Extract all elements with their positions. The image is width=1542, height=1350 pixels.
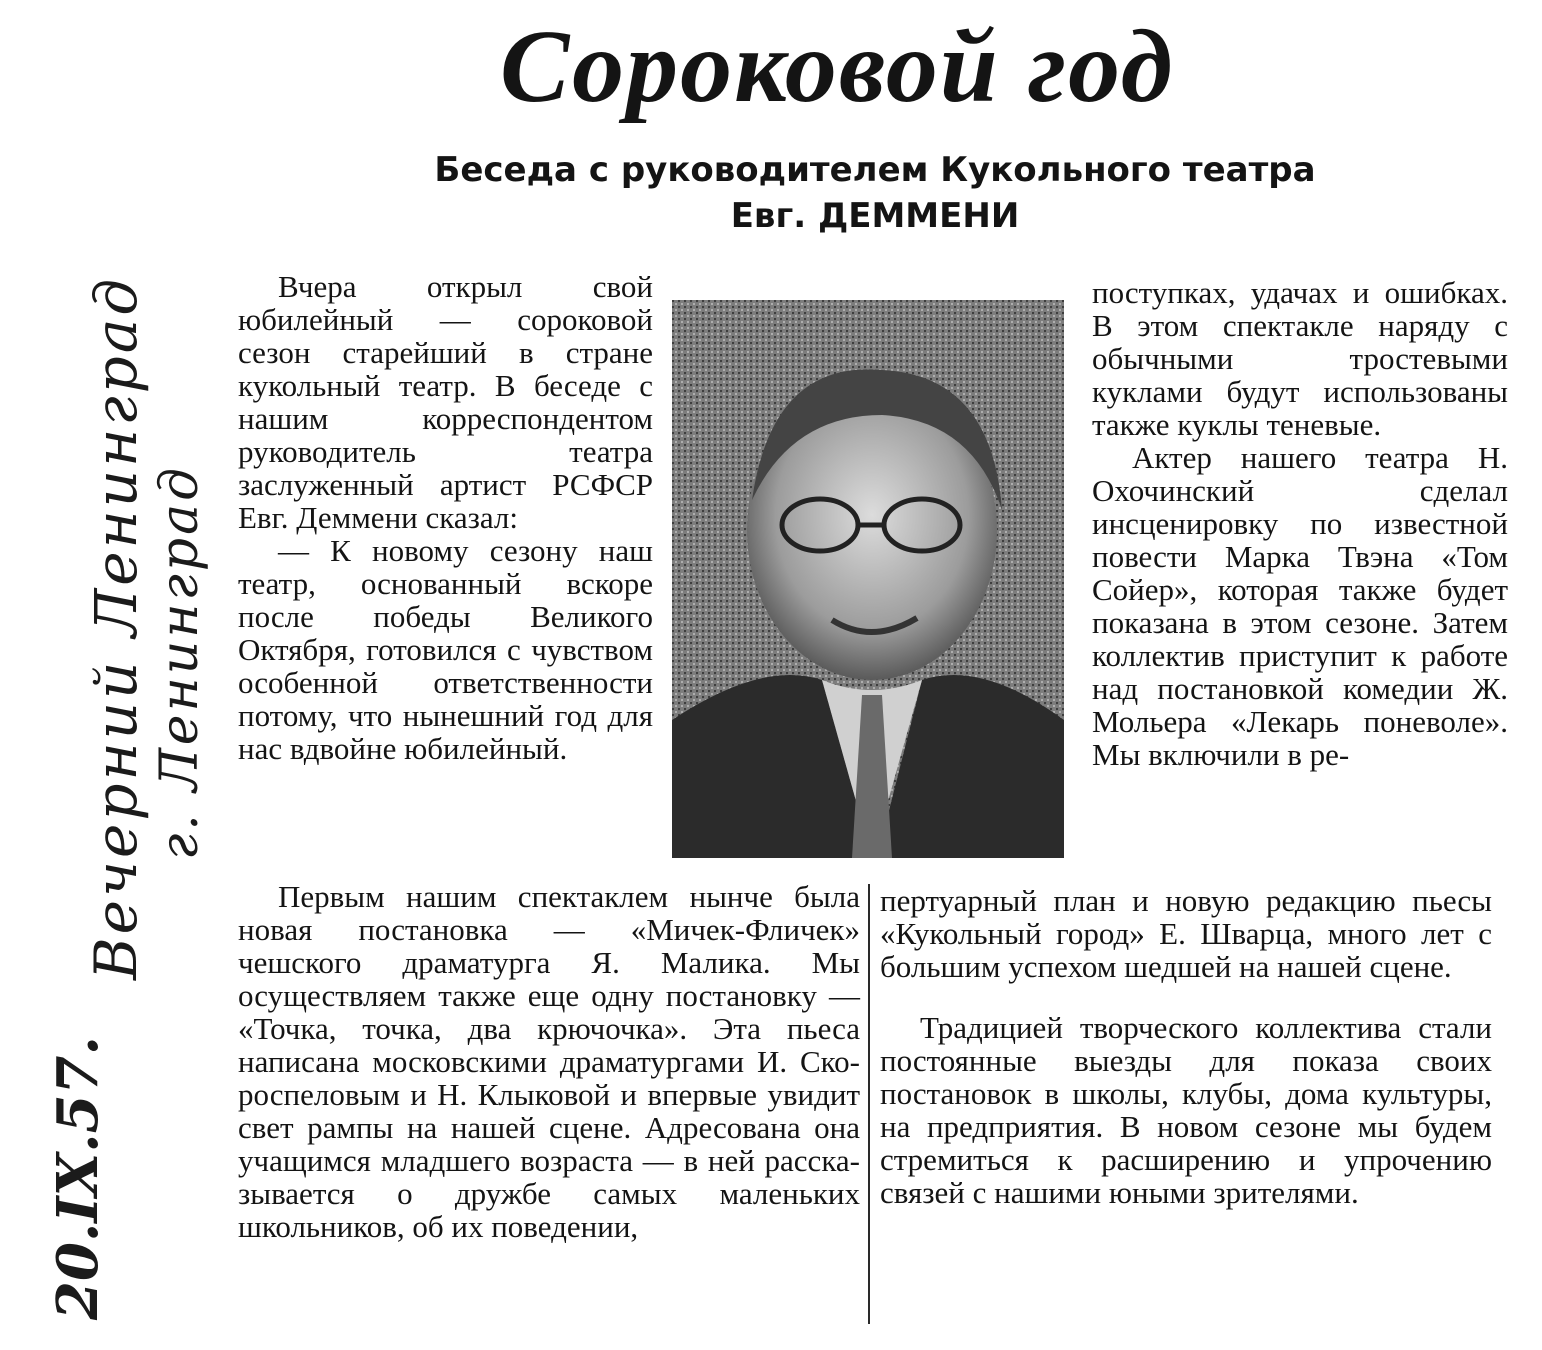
handwritten-city: г. Ленинград bbox=[150, 464, 210, 860]
handwritten-date: 20.IX.57. bbox=[45, 1036, 111, 1320]
paragraph: Традицией творческого коллектива стали постоянные выезды для показа своих постановок в школы, клубы, дома культуры, на предприятия. В новом сезоне мы будем стремиться к расширению и упрочению связей с нашими юными зрителями. bbox=[880, 1010, 1492, 1210]
column-right-top bbox=[1092, 276, 1508, 771]
paragraph: пертуарный план и новую редакцию пьесы «Кукольный город» Е. Шварца, много лет с большим успехом шедшей на нашей сцене. bbox=[880, 883, 1492, 984]
column-right-bottom bbox=[880, 884, 1492, 1209]
paragraph: — К новому сезону наш театр, основанный вскоре после победы Великого Октября, готовился с чувством особенной ответственности потому, что нынешний год для нас вдвойне юбилейный. bbox=[238, 533, 653, 766]
column-left-top bbox=[238, 270, 653, 765]
article-subtitle: Беседа с руководителем Кукольного театра bbox=[434, 150, 1316, 190]
column-left-bottom bbox=[238, 880, 860, 1243]
paragraph: Первым нашим спектаклем нынче была новая постановка — «Мичек-Фличек» чешского драматурга Я. Малика. Мы осуществляем также еще одну постановку — «Точка, точка, два крючочка». Эта пьеса написана московскими драматургами И. Скороспеловым и Н. Клыковой и впервые увидит свет рампы на нашей сцене. Адресована она учащимся младшего возраста — в ней рассказывается о дружбе самых маленьких школьников, об их поведении, bbox=[238, 879, 860, 1244]
paragraph: Актер нашего театра Н. Охочинский сделал инсценировку по известной повести Марка Твэна «Том Сойер», которая также будет показана в этом сезоне. Затем коллектив приступит к работе над постановкой комедии Ж. Мольера «Лекарь поневоле». Мы включили в ре- bbox=[1092, 440, 1508, 772]
portrait-photo bbox=[672, 300, 1064, 858]
paragraph: поступках, удачах и ошибках. В этом спектакле наряду с обычными тростевыми куклами будут использованы также куклы теневые. bbox=[1092, 275, 1508, 442]
paragraph: Вчера открыл свой юбилейный — сороковой сезон старейший в стране кукольный театр. В беседе с нашим корреспондентом руководитель театра заслуженный артист РСФСР Евг. Деммени сказал: bbox=[238, 269, 653, 535]
article-author: Евг. ДЕММЕНИ bbox=[730, 196, 1020, 236]
article-title: Сороковой год bbox=[500, 9, 1175, 124]
column-divider bbox=[868, 884, 870, 1324]
portrait-image bbox=[672, 300, 1064, 858]
handwritten-newspaper-name: Вечерний Ленинград bbox=[82, 275, 150, 980]
